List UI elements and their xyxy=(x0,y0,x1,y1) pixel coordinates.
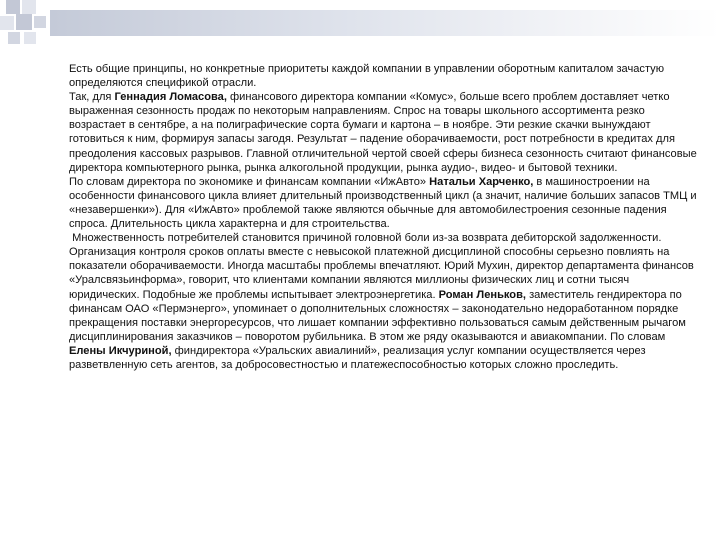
person-name: Елены Икчуриной, xyxy=(69,344,172,357)
decor-square xyxy=(24,32,36,44)
decor-square xyxy=(8,32,20,44)
decor-square xyxy=(16,14,32,30)
text-run: Множественность потребителей становится причиной головной боли из-за возврата дебиторской задолженности. Организация контроля сроков оплаты вместе с невысокой платежной дисциплиной способны серьезно повлиять на показатели оборачиваемости. Иногда масштабы проблемы впечатляют. Юрий Мухин, директор департамента финансов «Уралсвязьинформа», говорит, что клиентами компании являются миллионы физических лиц и сотни тысяч юридических. Подобные же проблемы испытывает электроэнергетика. xyxy=(69,232,694,301)
text-run: в машиностроении на особенности финансового цикла влияет длительный производственный цикл (а значит, наличие больших запасов ТМЦ и «незавершенки»). Для «ИжАвто» проблемой также являются обычные для автомобилестроения сезонные падения спроса. Длительность цикла характерна и для строительства. xyxy=(69,175,697,231)
document-body xyxy=(69,62,701,372)
text-run: Так, для xyxy=(69,91,115,104)
paragraph-lomasov xyxy=(69,90,701,175)
text-run: заместитель гендиректора по финансам ОАО «Пермэнерго», упоминает о дополнительных сложностях – законодательно недоработанном порядке прекращения поставки энергоресурсов, что лишает компании эффективно пользоваться самым действенным рычагом дисциплинирования заказчиков – поворотом рубильника. В этом же ряду оказываются и авиакомпании. По словам xyxy=(69,288,686,343)
text-run: финдиректора «Уральских авиалиний», реализация услуг компании осуществляется через разветвленную сеть агентов, за добросовестностью и платежеспособностью которых сложно проследить. xyxy=(69,344,646,371)
text-run: финансового директора компании «Комус», больше всего проблем доставляет четко выраженная сезонность продаж по некоторым направлениям. Спрос на товары школьного ассортимента резко возрастает в сентябре, а на полиграфические сорта бумаги и картона – в ноябре. Эти резкие скачки вынуждают готовиться к ним, формируя запасы загодя. Результат – падение оборачиваемости, рост потребности в кредитах для преодоления кассовых разрывов. Главной отличительной чертой своей сферы бизнеса сезонность считают финансовые директора компьютерного рынка, рынка алкогольной продукции, рынка аудио-, видео- и бытовой техники. xyxy=(69,91,697,174)
person-name: Геннадия Ломасова, xyxy=(114,91,227,104)
person-name: Роман Леньков, xyxy=(438,288,526,301)
title-bar xyxy=(50,10,720,36)
person-name: Натальи Харченко, xyxy=(429,175,534,188)
decor-square xyxy=(34,16,46,28)
text-run: По словам директора по экономике и финансам компании «ИжАвто» xyxy=(69,175,430,188)
text-run: Есть общие принципы, но конкретные приоритеты каждой компании в управлении оборотным капиталом зачастую определяются спецификой отрасли. xyxy=(69,63,665,90)
decor-square xyxy=(22,0,36,14)
paragraph-kharchenko xyxy=(69,175,701,231)
paragraph-consumers xyxy=(69,231,701,372)
slide-decoration xyxy=(0,0,720,44)
decor-square xyxy=(6,0,20,14)
paragraph-intro xyxy=(69,62,701,90)
decor-square xyxy=(0,16,14,30)
